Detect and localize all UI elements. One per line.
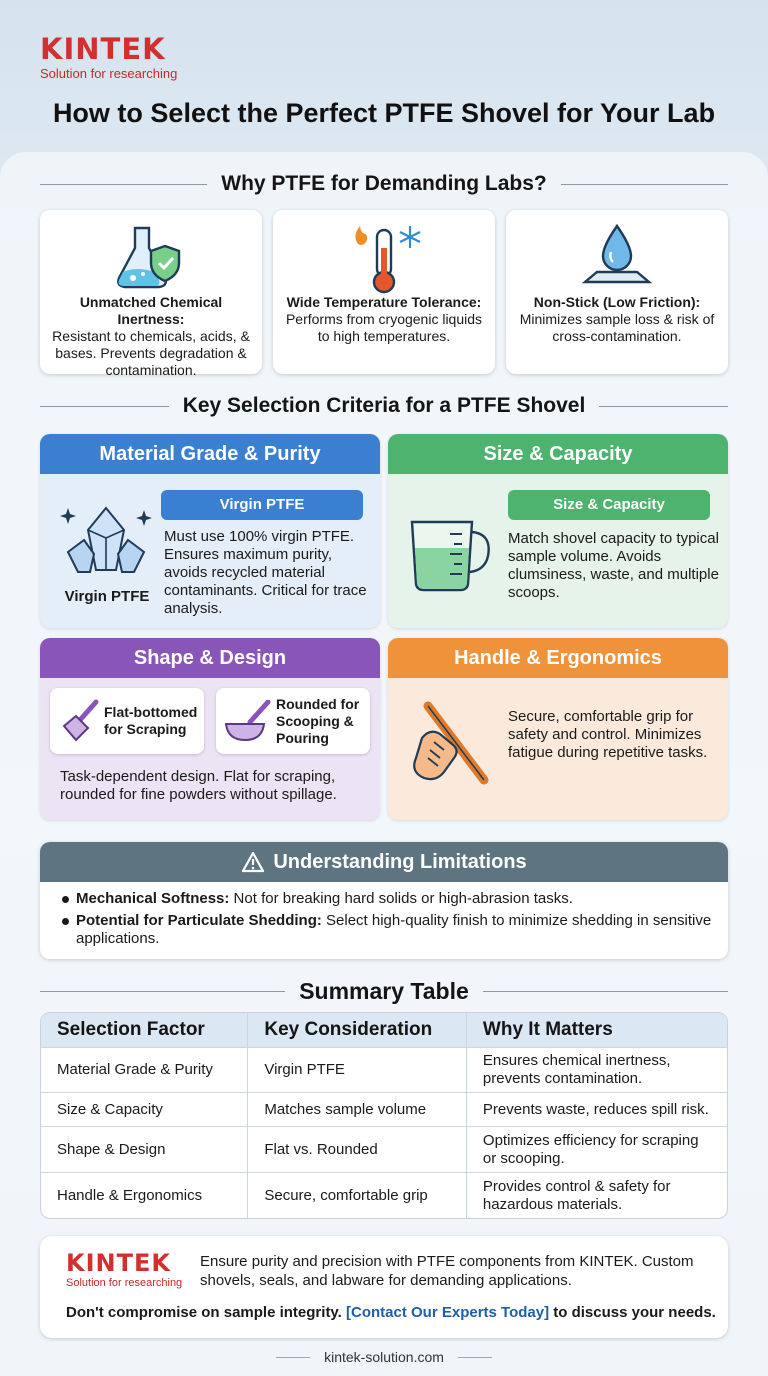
divider xyxy=(40,991,285,992)
flat-bottomed-option xyxy=(50,688,204,754)
water-drop-surface-icon xyxy=(506,220,728,296)
divider xyxy=(276,1357,310,1358)
shape-design-card xyxy=(40,638,380,820)
material-grade-header: Material Grade & Purity xyxy=(40,434,380,474)
size-pill: Size & Capacity xyxy=(508,490,710,520)
table-cell: Provides control & safety for hazardous materials. xyxy=(466,1172,727,1218)
divider xyxy=(40,184,207,185)
criteria-heading-text: Key Selection Criteria for a PTFE Shovel xyxy=(182,394,586,417)
table-row xyxy=(41,1172,727,1218)
footer-logo-tagline: Solution for researching xyxy=(66,1277,183,1289)
why-card-temperature-text: Wide Temperature Tolerance: Performs from cryogenic liquids to high temperatures. xyxy=(285,294,483,344)
bowl-scoop-icon xyxy=(222,700,272,747)
logo-wordmark: KINTEK xyxy=(40,32,166,66)
limitation-item: Potential for Particulate Shedding: Select high-quality finish to minimize shedding in sensitive applications. xyxy=(62,912,718,948)
footer-cta xyxy=(66,1304,718,1321)
flask-shield-icon xyxy=(40,220,262,296)
table-cell: Matches sample volume xyxy=(247,1092,466,1126)
limitations-list xyxy=(62,890,718,952)
summary-table xyxy=(40,1012,728,1219)
table-header-cell: Selection Factor xyxy=(41,1013,247,1047)
why-heading-text: Why PTFE for Demanding Labs? xyxy=(221,172,547,195)
table-cell: Material Grade & Purity xyxy=(41,1047,247,1092)
table-row xyxy=(41,1047,727,1092)
cta-suffix: to discuss your needs. xyxy=(553,1304,716,1321)
divider xyxy=(40,406,169,407)
website-link[interactable]: kintek-solution.com xyxy=(324,1349,444,1365)
limitations-card xyxy=(40,842,728,959)
handle-description: Secure, comfortable grip for safety and control. Minimizes fatigue during repetitive tasks. xyxy=(508,708,708,761)
why-section-heading xyxy=(40,172,728,196)
divider xyxy=(458,1357,492,1358)
rounded-label: Rounded for Scooping & Pouring xyxy=(276,696,360,746)
why-card-chemical-text: Unmatched Chemical Inertness: Resistant to chemicals, acids, & bases. Prevents degradation & contamination. xyxy=(52,294,250,378)
divider xyxy=(561,184,728,185)
table-cell: Prevents waste, reduces spill risk. xyxy=(466,1092,727,1126)
limitations-header xyxy=(40,842,728,882)
size-capacity-header: Size & Capacity xyxy=(388,434,728,474)
size-capacity-card xyxy=(388,434,728,628)
table-cell: Secure, comfortable grip xyxy=(247,1172,466,1218)
table-row xyxy=(41,1092,727,1126)
limitations-title: Understanding Limitations xyxy=(273,850,527,873)
why-card-nonstick xyxy=(506,210,728,374)
crystal-icon xyxy=(56,500,156,595)
rounded-option xyxy=(216,688,370,754)
measuring-cup-icon xyxy=(406,514,496,599)
material-icon-caption: Virgin PTFE xyxy=(64,588,150,605)
table-header-row xyxy=(41,1013,727,1047)
shape-design-header: Shape & Design xyxy=(40,638,380,678)
table-cell: Optimizes efficiency for scraping or scooping. xyxy=(466,1126,727,1172)
material-pill: Virgin PTFE xyxy=(161,490,363,520)
table-cell: Size & Capacity xyxy=(41,1092,247,1126)
divider xyxy=(599,406,728,407)
kintek-logo xyxy=(40,34,177,81)
limitation-item: Mechanical Softness: Not for breaking hard solids or high-abrasion tasks. xyxy=(62,890,718,908)
why-card-nonstick-text: Non-Stick (Low Friction): Minimizes sample loss & risk of cross-contamination. xyxy=(519,294,715,344)
divider xyxy=(483,991,728,992)
table-cell: Flat vs. Rounded xyxy=(247,1126,466,1172)
footer-text: Ensure purity and precision with PTFE components from KINTEK. Custom shovels, seals, and labware for demanding applications. xyxy=(200,1253,694,1289)
website-footer xyxy=(0,1349,768,1365)
table-cell: Ensures chemical inertness, prevents contamination. xyxy=(466,1047,727,1092)
hand-grip-icon xyxy=(408,698,498,803)
handle-ergonomics-header: Handle & Ergonomics xyxy=(388,638,728,678)
table-header-cell: Why It Matters xyxy=(466,1013,727,1047)
flat-scraper-icon xyxy=(58,698,100,749)
summary-heading-text: Summary Table xyxy=(299,978,469,1004)
page-title: How to Select the Perfect PTFE Shovel for Your Lab xyxy=(52,98,716,128)
warning-icon xyxy=(241,851,265,873)
why-card-temperature xyxy=(273,210,495,374)
table-cell: Shape & Design xyxy=(41,1126,247,1172)
handle-ergonomics-card xyxy=(388,638,728,820)
table-cell: Virgin PTFE xyxy=(247,1047,466,1092)
criteria-section-heading xyxy=(40,394,728,418)
material-grade-card xyxy=(40,434,380,628)
size-description: Match shovel capacity to typical sample volume. Avoids clumsiness, waste, and multiple scoops. xyxy=(508,530,719,601)
footer-logo-wordmark: KINTEK xyxy=(66,1249,171,1277)
summary-section-heading xyxy=(40,978,728,1005)
flat-bottomed-label: Flat-bottomed for Scraping xyxy=(104,704,198,737)
footer-cta-card xyxy=(40,1236,728,1338)
why-card-chemical xyxy=(40,210,262,378)
logo-tagline: Solution for researching xyxy=(40,66,178,81)
table-row xyxy=(41,1126,727,1172)
material-description: Must use 100% virgin PTFE. Ensures maximum purity, avoids recycled material contaminants. Critical for trace analysis. xyxy=(164,528,367,617)
thermometer-fire-snow-icon xyxy=(273,220,495,296)
cta-prefix: Don't compromise on sample integrity. xyxy=(66,1304,342,1321)
contact-experts-link[interactable]: [Contact Our Experts Today] xyxy=(346,1304,550,1321)
table-cell: Handle & Ergonomics xyxy=(41,1172,247,1218)
table-header-cell: Key Consideration xyxy=(247,1013,466,1047)
footer-logo xyxy=(66,1250,182,1289)
shape-description: Task-dependent design. Flat for scraping, rounded for fine powders without spillage. xyxy=(60,768,337,803)
